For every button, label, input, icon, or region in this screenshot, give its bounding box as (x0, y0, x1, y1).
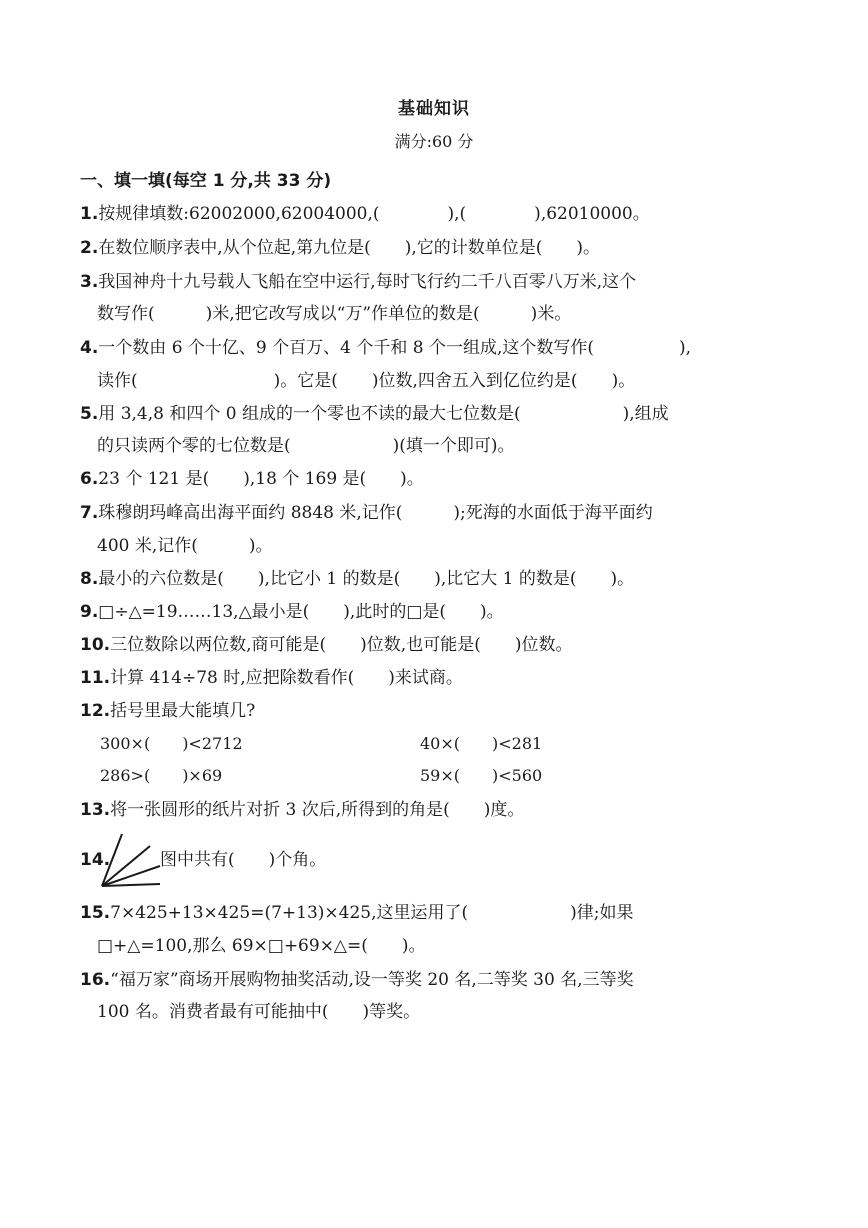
inequality-item: 300×( )<2712 (100, 734, 243, 753)
question-text: □÷△=19……13,△最小是( ),此时的□是( )。 (98, 602, 504, 622)
question-number: 6. (80, 469, 99, 489)
page-title: 基础知识 (398, 99, 470, 119)
question-10 (80, 633, 572, 657)
question-16-continued: 100 名。消费者最有可能抽中( )等奖。 (97, 1002, 421, 1022)
question-text: 最小的六位数是( ),比它小 1 的数是( ),比它大 1 的数是( )。 (98, 569, 635, 589)
question-15-continued: □+△=100,那么 69×□+69×△=( )。 (97, 936, 426, 956)
question-number: 5. (80, 404, 99, 424)
question-15 (80, 901, 634, 925)
question-12 (80, 699, 255, 723)
question-4 (80, 336, 691, 360)
question-text: 计算 414÷78 时,应把除数看作( )来试商。 (110, 668, 463, 688)
question-8 (80, 567, 634, 591)
question-number: 15. (80, 903, 111, 923)
inequality-item: 40×( )<281 (420, 734, 543, 753)
inequality-item: 286>( )×69 (100, 766, 223, 785)
question-9 (80, 600, 504, 624)
question-text: “福万家”商场开展购物抽奖活动,设一等奖 20 名,二等奖 30 名,三等奖 (110, 970, 634, 990)
question-2 (80, 236, 600, 260)
question-text: 将一张圆形的纸片对折 3 次后,所得到的角是( )度。 (110, 800, 525, 820)
question-number: 12. (80, 701, 111, 721)
question-number: 16. (80, 970, 111, 990)
question-6 (80, 467, 424, 491)
question-5 (80, 402, 669, 426)
question-number: 2. (80, 238, 99, 258)
question-7-continued: 400 米,记作( )。 (97, 536, 273, 556)
question-7 (80, 501, 653, 525)
question-16 (80, 968, 634, 992)
question-1 (80, 202, 650, 226)
question-number: 11. (80, 668, 111, 688)
question-11 (80, 666, 463, 690)
question-text: 图中共有( )个角。 (160, 850, 327, 870)
question-text: 我国神舟十九号载人飞船在空中运行,每时飞行约二千八百零八万米,这个 (98, 272, 637, 292)
question-number: 14. (80, 850, 111, 870)
question-number: 1. (80, 204, 99, 224)
question-text: 在数位顺序表中,从个位起,第九位是( ),它的计数单位是( )。 (98, 238, 601, 258)
question-number: 13. (80, 800, 111, 820)
question-13 (80, 798, 524, 822)
question-3 (80, 270, 636, 294)
question-number: 9. (80, 602, 99, 622)
question-text: 按规律填数:62002000,62004000,( ),( ),62010000。 (98, 204, 650, 224)
question-number: 4. (80, 338, 99, 358)
ray-line (102, 866, 160, 886)
question-4-continued: 读作( )。它是( )位数,四舍五入到亿位约是( )。 (97, 371, 636, 391)
question-text: 用 3,4,8 和四个 0 组成的一个零也不读的最大七位数是( ),组成 (98, 404, 669, 424)
question-text: 珠穆朗玛峰高出海平面约 8848 米,记作( );死海的水面低于海平面约 (98, 503, 653, 523)
question-text: 7×425+13×425=(7+13)×425,这里运用了( )律;如果 (110, 903, 634, 923)
ray-line (102, 884, 160, 886)
question-number: 3. (80, 272, 99, 292)
section-heading: 一、填一填(每空 1 分,共 33 分) (80, 171, 332, 191)
inequality-item: 59×( )<560 (420, 766, 543, 785)
question-text: 三位数除以两位数,商可能是( )位数,也可能是( )位数。 (110, 635, 573, 655)
angle-fan-figure (100, 832, 162, 890)
question-text: 一个数由 6 个十亿、9 个百万、4 个千和 8 个一组成,这个数写作( ), (98, 338, 692, 358)
question-number: 8. (80, 569, 99, 589)
question-text: 括号里最大能填几? (110, 701, 256, 721)
question-number: 7. (80, 503, 99, 523)
question-number: 10. (80, 635, 111, 655)
question-3-continued: 数写作( )米,把它改写成以“万”作单位的数是( )米。 (97, 304, 572, 324)
full-score: 满分:60 分 (394, 132, 474, 151)
question-text: 23 个 121 是( ),18 个 169 是( )。 (98, 469, 424, 489)
question-5-continued: 的只读两个零的七位数是( )(填一个即可)。 (97, 436, 515, 456)
